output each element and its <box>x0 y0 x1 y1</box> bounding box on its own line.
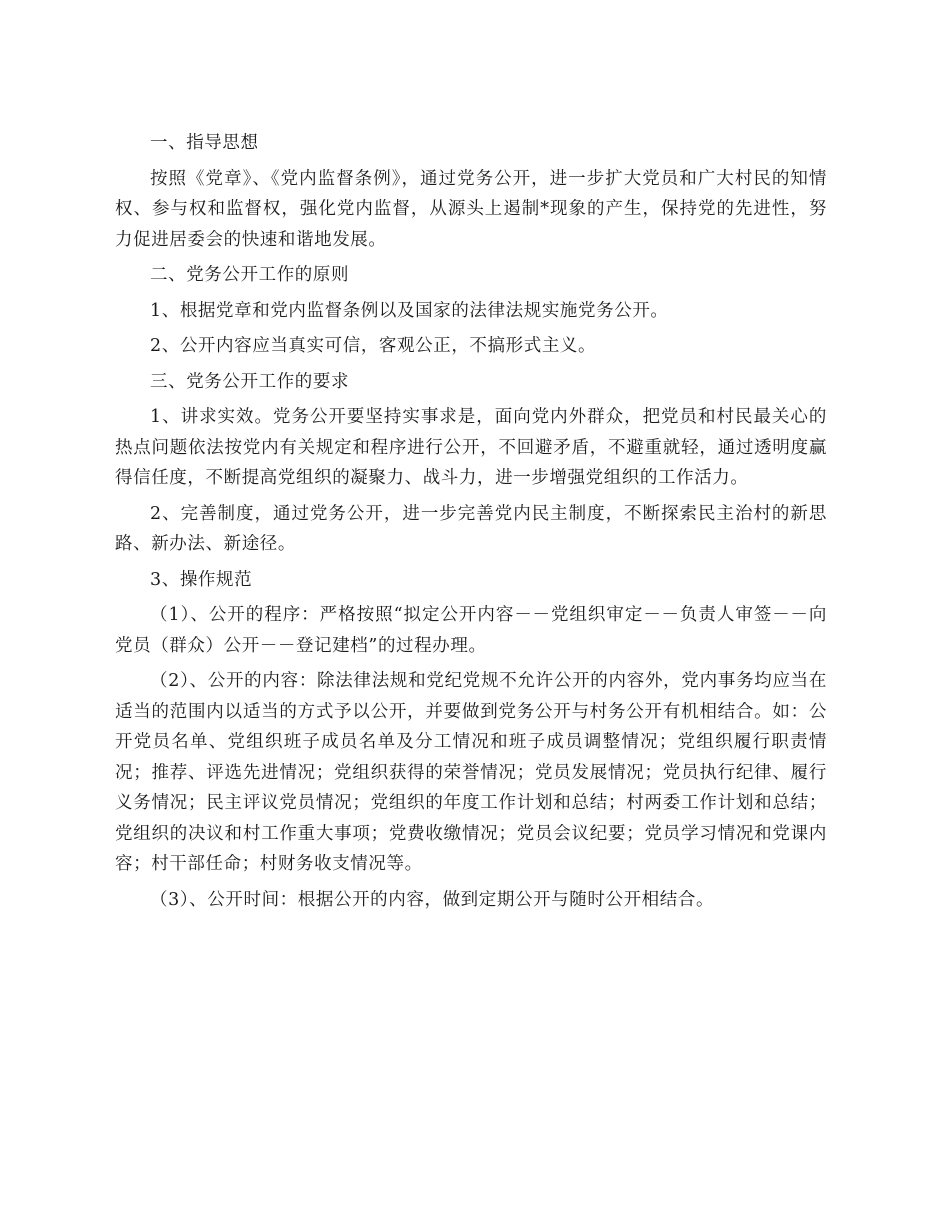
principle-item-2: 2、公开内容应当真实可信，客观公正，不搞形式主义。 <box>150 336 597 356</box>
requirement-item-1: 1、讲求实效。党务公开要坚持实事求是，面向党内外群众，把党员和村民最关心的热点问题依法按党内有关规定和程序进行公开，不回避矛盾，不避重就轻，通过透明度赢得信任度，不断提高党组织的凝聚力、战斗力，进一步增强党组织的工作活力。 <box>115 407 827 488</box>
operation-item-procedure: （1）、公开的程序：严格按照“拟定公开内容－－党组织审定－－负责人审签－－向党员（群众）公开－－登记建档”的过程办理。 <box>115 605 827 656</box>
section-heading-principles: 二、党务公开工作的原则 <box>150 265 350 285</box>
principle-item-1: 1、根据党章和党内监督条例以及国家的法律法规实施党务公开。 <box>150 300 669 321</box>
section-heading-guiding-ideology: 一、指导思想 <box>150 133 259 153</box>
requirement-item-2: 2、完善制度，通过党务公开，进一步完善党内民主制度，不断探索民主治村的新思路、新办法、新途径。 <box>115 503 827 554</box>
operation-item-timing: （3）、公开时间：根据公开的内容，做到定期公开与随时公开相结合。 <box>150 889 715 910</box>
document-body <box>115 128 827 920</box>
section-heading-requirements: 三、党务公开工作的要求 <box>150 371 350 392</box>
requirement-item-3-heading: 3、操作规范 <box>150 569 253 590</box>
paragraph-guiding-ideology: 按照《党章》、《党内监督条例》，通过党务公开，进一步扩大党员和广大村民的知情权、参与权和监督权，强化党内监督，从源头上遏制*现象的产生，保持党的先进性，努力促进居委会的快速和谐地发展。 <box>115 168 827 250</box>
operation-item-content: （2）、公开的内容：除法律法规和党纪党规不允许公开的内容外，党内事务均应当在适当的范围内以适当的方式予以公开，并要做到党务公开与村务公开有机相结合。如：公开党员名单、党组织班子成员名单及分工情况和班子成员调整情况；党组织履行职责情况；推荐、评选先进情况；党组织获得的荣誉情况；党员发展情况；党员执行纪律、履行义务情况；民主评议党员情况；党组织的年度工作计划和总结；村两委工作计划和总结；党组织的决议和村工作重大事项；党费收缴情况；党员会议纪要；党员学习情况和党课内容；村干部任命；村财务收支情况等。 <box>115 671 827 874</box>
